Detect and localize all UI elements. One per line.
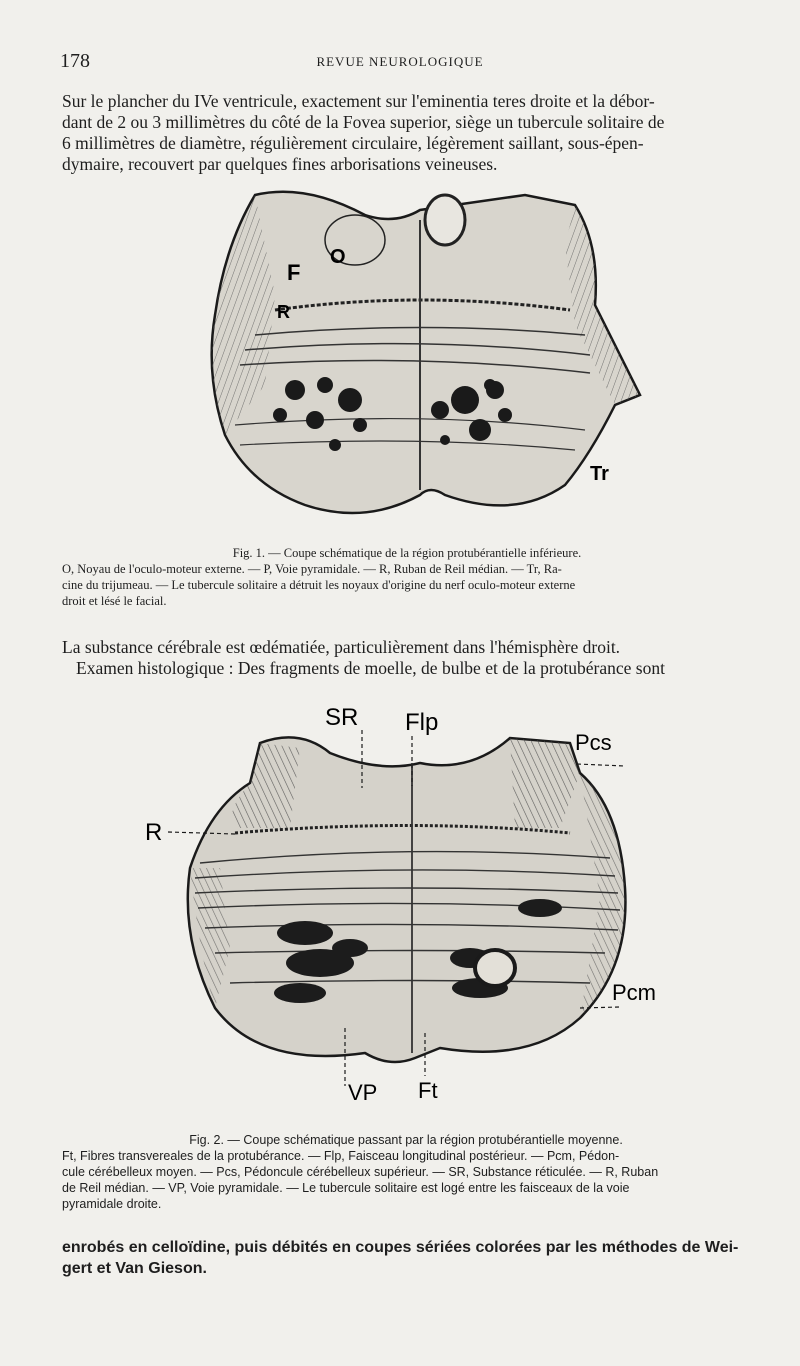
running-title: REVUE NEUROLOGIQUE (316, 54, 484, 69)
label-r: R (277, 302, 290, 322)
label-f: F (287, 260, 301, 285)
text-line: dymaire, recouvert par quelques fines arborisations veineuses. (62, 154, 498, 174)
paragraph-substance (62, 637, 758, 679)
figure-1-drawing (195, 185, 655, 525)
caption-line: cule cérébelleux moyen. — Pcs, Pédoncule cérébelleux supérieur. — SR, Substance réticulée. — R, Ruban (62, 1165, 659, 1179)
label-pcs: Pcs (575, 730, 612, 755)
caption-line: droit et lésé le facial. (62, 594, 167, 608)
text-line: gert et Van Gieson. (62, 1260, 207, 1277)
figure-2-pons-section (140, 698, 680, 1108)
text-line: Sur le plancher du IVe ventricule, exactement sur l'eminentia teres droite et la débor- (62, 91, 655, 111)
caption-title: Fig. 2. — Coupe schématique passant par la région protubérantielle moyenne. (189, 1133, 623, 1147)
label-vp: VP (348, 1080, 378, 1105)
caption-line: cine du trijumeau. — Le tubercule solitaire a détruit les noyaux d'origine du nerf oculo-moteur externe (62, 578, 576, 592)
label-r: R (145, 819, 163, 846)
paragraph-celloidine (62, 1237, 752, 1279)
figure-2-drawing (140, 698, 680, 1108)
figure-1-pons-section (195, 185, 655, 525)
caption-line: pyramidale droite. (62, 1197, 162, 1211)
caption-line: de Reil médian. — VP, Voie pyramidale. — Le tubercule solitaire est logé entre les faisceaux de la voie (62, 1181, 630, 1195)
text-line: enrobés en celloïdine, puis débités en coupes sériées colorées par les méthodes de Wei- (62, 1239, 739, 1256)
figure-2-caption (62, 1132, 750, 1212)
paragraph-intro (62, 91, 752, 175)
label-sr: SR (325, 704, 359, 731)
caption-title: Fig. 1. — Coupe schématique de la région protubérantielle inférieure. (232, 546, 582, 560)
caption-line: O, Noyau de l'oculo-moteur externe. — P, Voie pyramidale. — R, Ruban de Reil médian. — Tr, Ra- (62, 562, 562, 576)
page-number: 178 (60, 50, 90, 72)
caption-line: Ft, Fibres transvereales de la protubérance. — Flp, Faisceau longitudinal postérieur. — Pcm, Pédon- (62, 1149, 620, 1163)
text-line: La substance cérébrale est œdématiée, particulièrement dans l'hémisphère droit. (62, 637, 621, 657)
text-line: Examen histologique : Des fragments de moelle, de bulbe et de la protubérance sont (76, 658, 665, 678)
figure-1-caption (62, 545, 752, 609)
text-line: 6 millimètres de diamètre, régulièrement circulaire, légèrement saillant, sous-épen- (62, 133, 644, 153)
text-line: dant de 2 ou 3 millimètres du côté de la Fovea superior, siège un tubercule solitaire de (62, 112, 665, 132)
label-tr: Tr (590, 463, 609, 485)
label-ft: Ft (418, 1078, 438, 1103)
label-o: O (330, 246, 346, 268)
label-flp: Flp (405, 709, 439, 736)
label-pcm: Pcm (612, 980, 656, 1005)
